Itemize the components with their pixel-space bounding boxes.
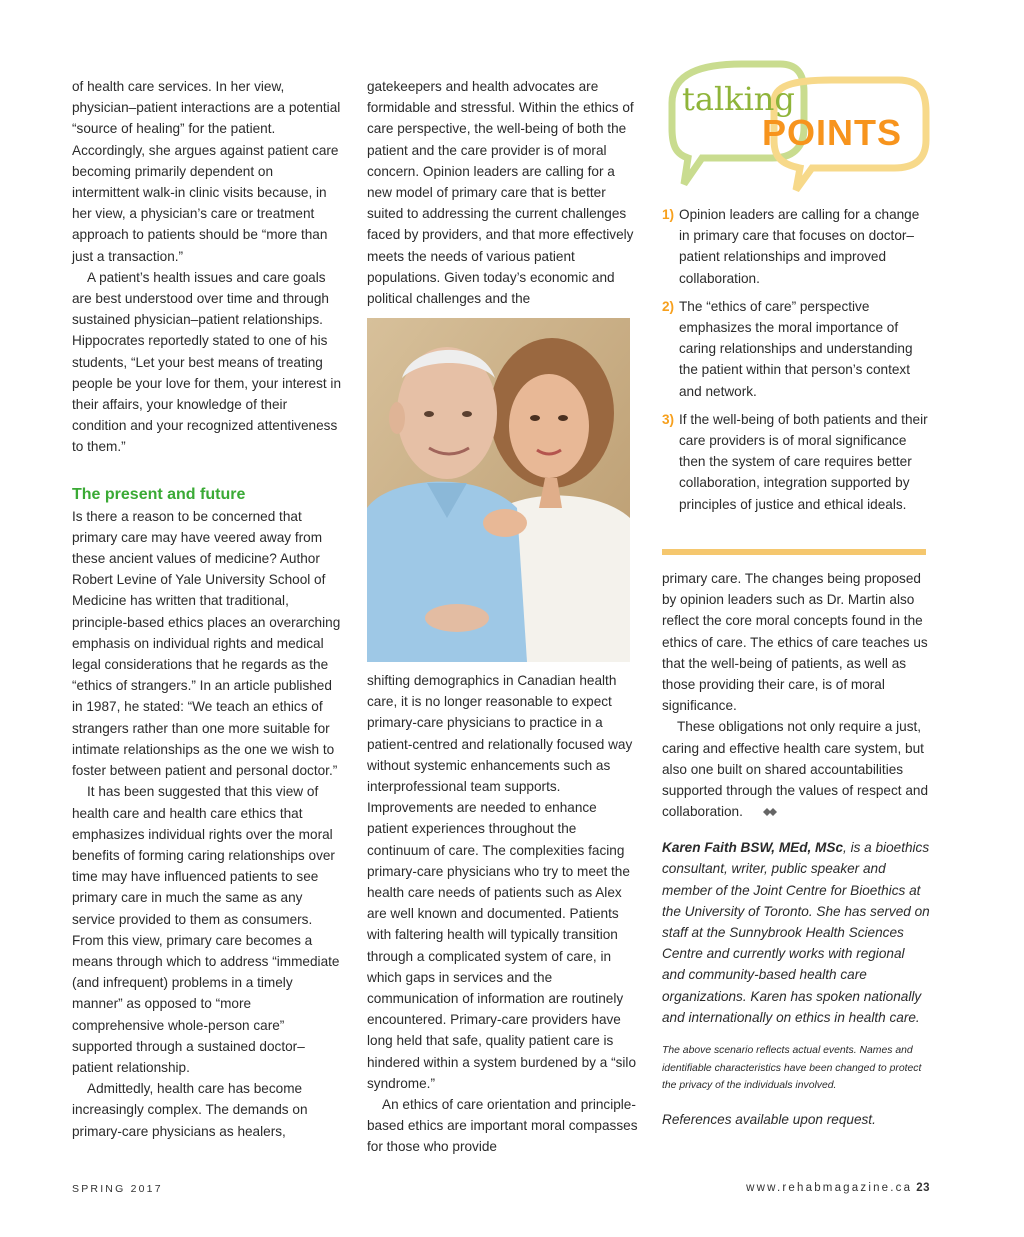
page-number: 23 [916, 1182, 930, 1194]
website-url: www.rehabmagazine.ca [746, 1182, 913, 1194]
list-text: The “ethics of care” perspective emphasizes the moral importance of caring relationships and understanding the patient within that person’s context and network. [679, 298, 913, 399]
author-bio-text: , is a bioethics consultant, writer, public speaker and member of the Joint Centre for Bioethics at the University of Toronto. She has served on staff at the Sunnybrook Health Sciences Centre and currently works with regional and community-based health care organizations. Karen has spoken nationally and internationally on ethics in health care. [662, 840, 930, 1025]
references-note: References available upon request. [662, 1111, 876, 1127]
talking-points-word2: POINTS [762, 112, 903, 153]
photo-elderly-man-and-woman [367, 318, 630, 662]
body-paragraph: It has been suggested that this view of health care and health care ethics that emphasizes individual rights over the moral benefits of forming caring relationships over time may have influenced patients to see primary care in much the same as any service provided to them as consumers. From this view, primary care becomes a means through which to address “immediate (and infrequent) problems in a timely manner” as opposed to “more comprehensive whole-person care” supported through a sustained doctor–patient relationship. [72, 784, 340, 1075]
list-number: 2) [662, 298, 675, 314]
column-2-bottom [367, 670, 639, 1158]
talking-points-list [662, 204, 930, 522]
body-paragraph: Is there a reason to be concerned that primary care may have veered away from these ancient values of medicine? Author Robert Levine of Yale University School of Medicine has written that traditional, principle-based ethics places an overarching emphasis on individual rights and medical legal considerations that he regards as the “ethics of strangers.” In an article published in 1987, he stated: “We teach an ethics of strangers rather than one more suitable for intimate relationships as the one we wish to foster between patient and personal doctor.” [72, 508, 341, 779]
body-paragraph: Admittedly, health care has become increasingly complex. The demands on primary-care physicians as healers, [72, 1081, 308, 1139]
column-2-top [367, 76, 639, 309]
talking-points-graphic [662, 58, 930, 198]
column-3 [662, 568, 930, 1130]
list-number: 1) [662, 207, 675, 222]
body-paragraph [662, 716, 930, 823]
body-paragraph: A patient’s health issues and care goals are best understood over time and through sustained physician–patient relationships. Hippocrates reportedly stated to one of his students, “Let your best means of treating people be your love for them, your interest in their affairs, your knowledge of their condition and your recognized attentiveness to them.” [72, 269, 342, 455]
body-paragraph: gatekeepers and health advocates are formidable and stressful. Within the ethics of care perspective, the well-being of both the patient and the care provider is of moral concern. Opinion leaders are calling for a new model of primary care that is better suited to addressing the current challenges faced by providers, and that more effectively meets the needs of various patient populations. Given today’s economic and political challenges and the [367, 79, 634, 307]
section-heading: The present and future [72, 485, 246, 503]
list-item [662, 409, 930, 515]
footer-issue: SPRING 2017 [72, 1183, 163, 1195]
end-of-article-icon [747, 802, 778, 823]
footer-site [746, 1182, 930, 1194]
talking-points-word1: talking [682, 80, 795, 118]
list-text: If the well-being of both patients and their care providers is of moral significance then the system of care requires better collaboration, integration supported by principles of justice and ethical ideals. [679, 411, 928, 512]
author-name: Karen Faith BSW, MEd, MSc [662, 840, 844, 856]
body-paragraph: shifting demographics in Canadian health care, it is no longer reasonable to expect primary-care physicians to practice in a patient-centred and relationally focused way without systemic enhancements such as interprofessional team supports. Improvements are needed to enhance patient experiences throughout the continuum of care. The complexities facing primary-care physicians who try to meet the health care needs of patients such as Alex are well known and documented. Patients with faltering health will typically transition through a complicated system of care, in which gaps in services and the communication of information are routinely encountered. Primary-care providers have long held that safe, quality patient care is hindered within a system burdened by a “silo syndrome.” [367, 673, 637, 1091]
scenario-note: The above scenario reflects actual events. Names and identifiable characteristics have been changed to protect the privacy of the individuals involved. [662, 1045, 922, 1092]
body-paragraph: of health care services. In her view, physician–patient interactions are a potential “source of healing” for the patient. Accordingly, she argues against patient care becoming primarily dependent on intermittent walk-in clinic visits because, in her view, a physician’s care or treatment approach to patients should be “more than just a transaction.” [72, 79, 341, 264]
list-item [662, 296, 930, 402]
body-paragraph: An ethics of care orientation and principle-based ethics are important moral compasses for those who provide [367, 1097, 638, 1155]
column-1 [72, 76, 344, 1142]
list-text: Opinion leaders are calling for a change in primary care that focuses on doctor–patient relationships and improved collaboration. [679, 207, 920, 286]
list-item [662, 204, 930, 289]
divider [662, 549, 926, 555]
author-bio [662, 837, 930, 1028]
body-text: These obligations not only require a just, caring and effective health care system, but also one built on shared accountabilities supported through the values of respect and collaboration. [662, 719, 929, 820]
body-paragraph: primary care. The changes being proposed by opinion leaders such as Dr. Martin also reflect the core moral concepts found in the ethics of care. The ethics of care teaches us that the well-being of patients, as well as those providing their care, is of moral significance. [662, 571, 928, 714]
list-number: 3) [662, 411, 675, 427]
